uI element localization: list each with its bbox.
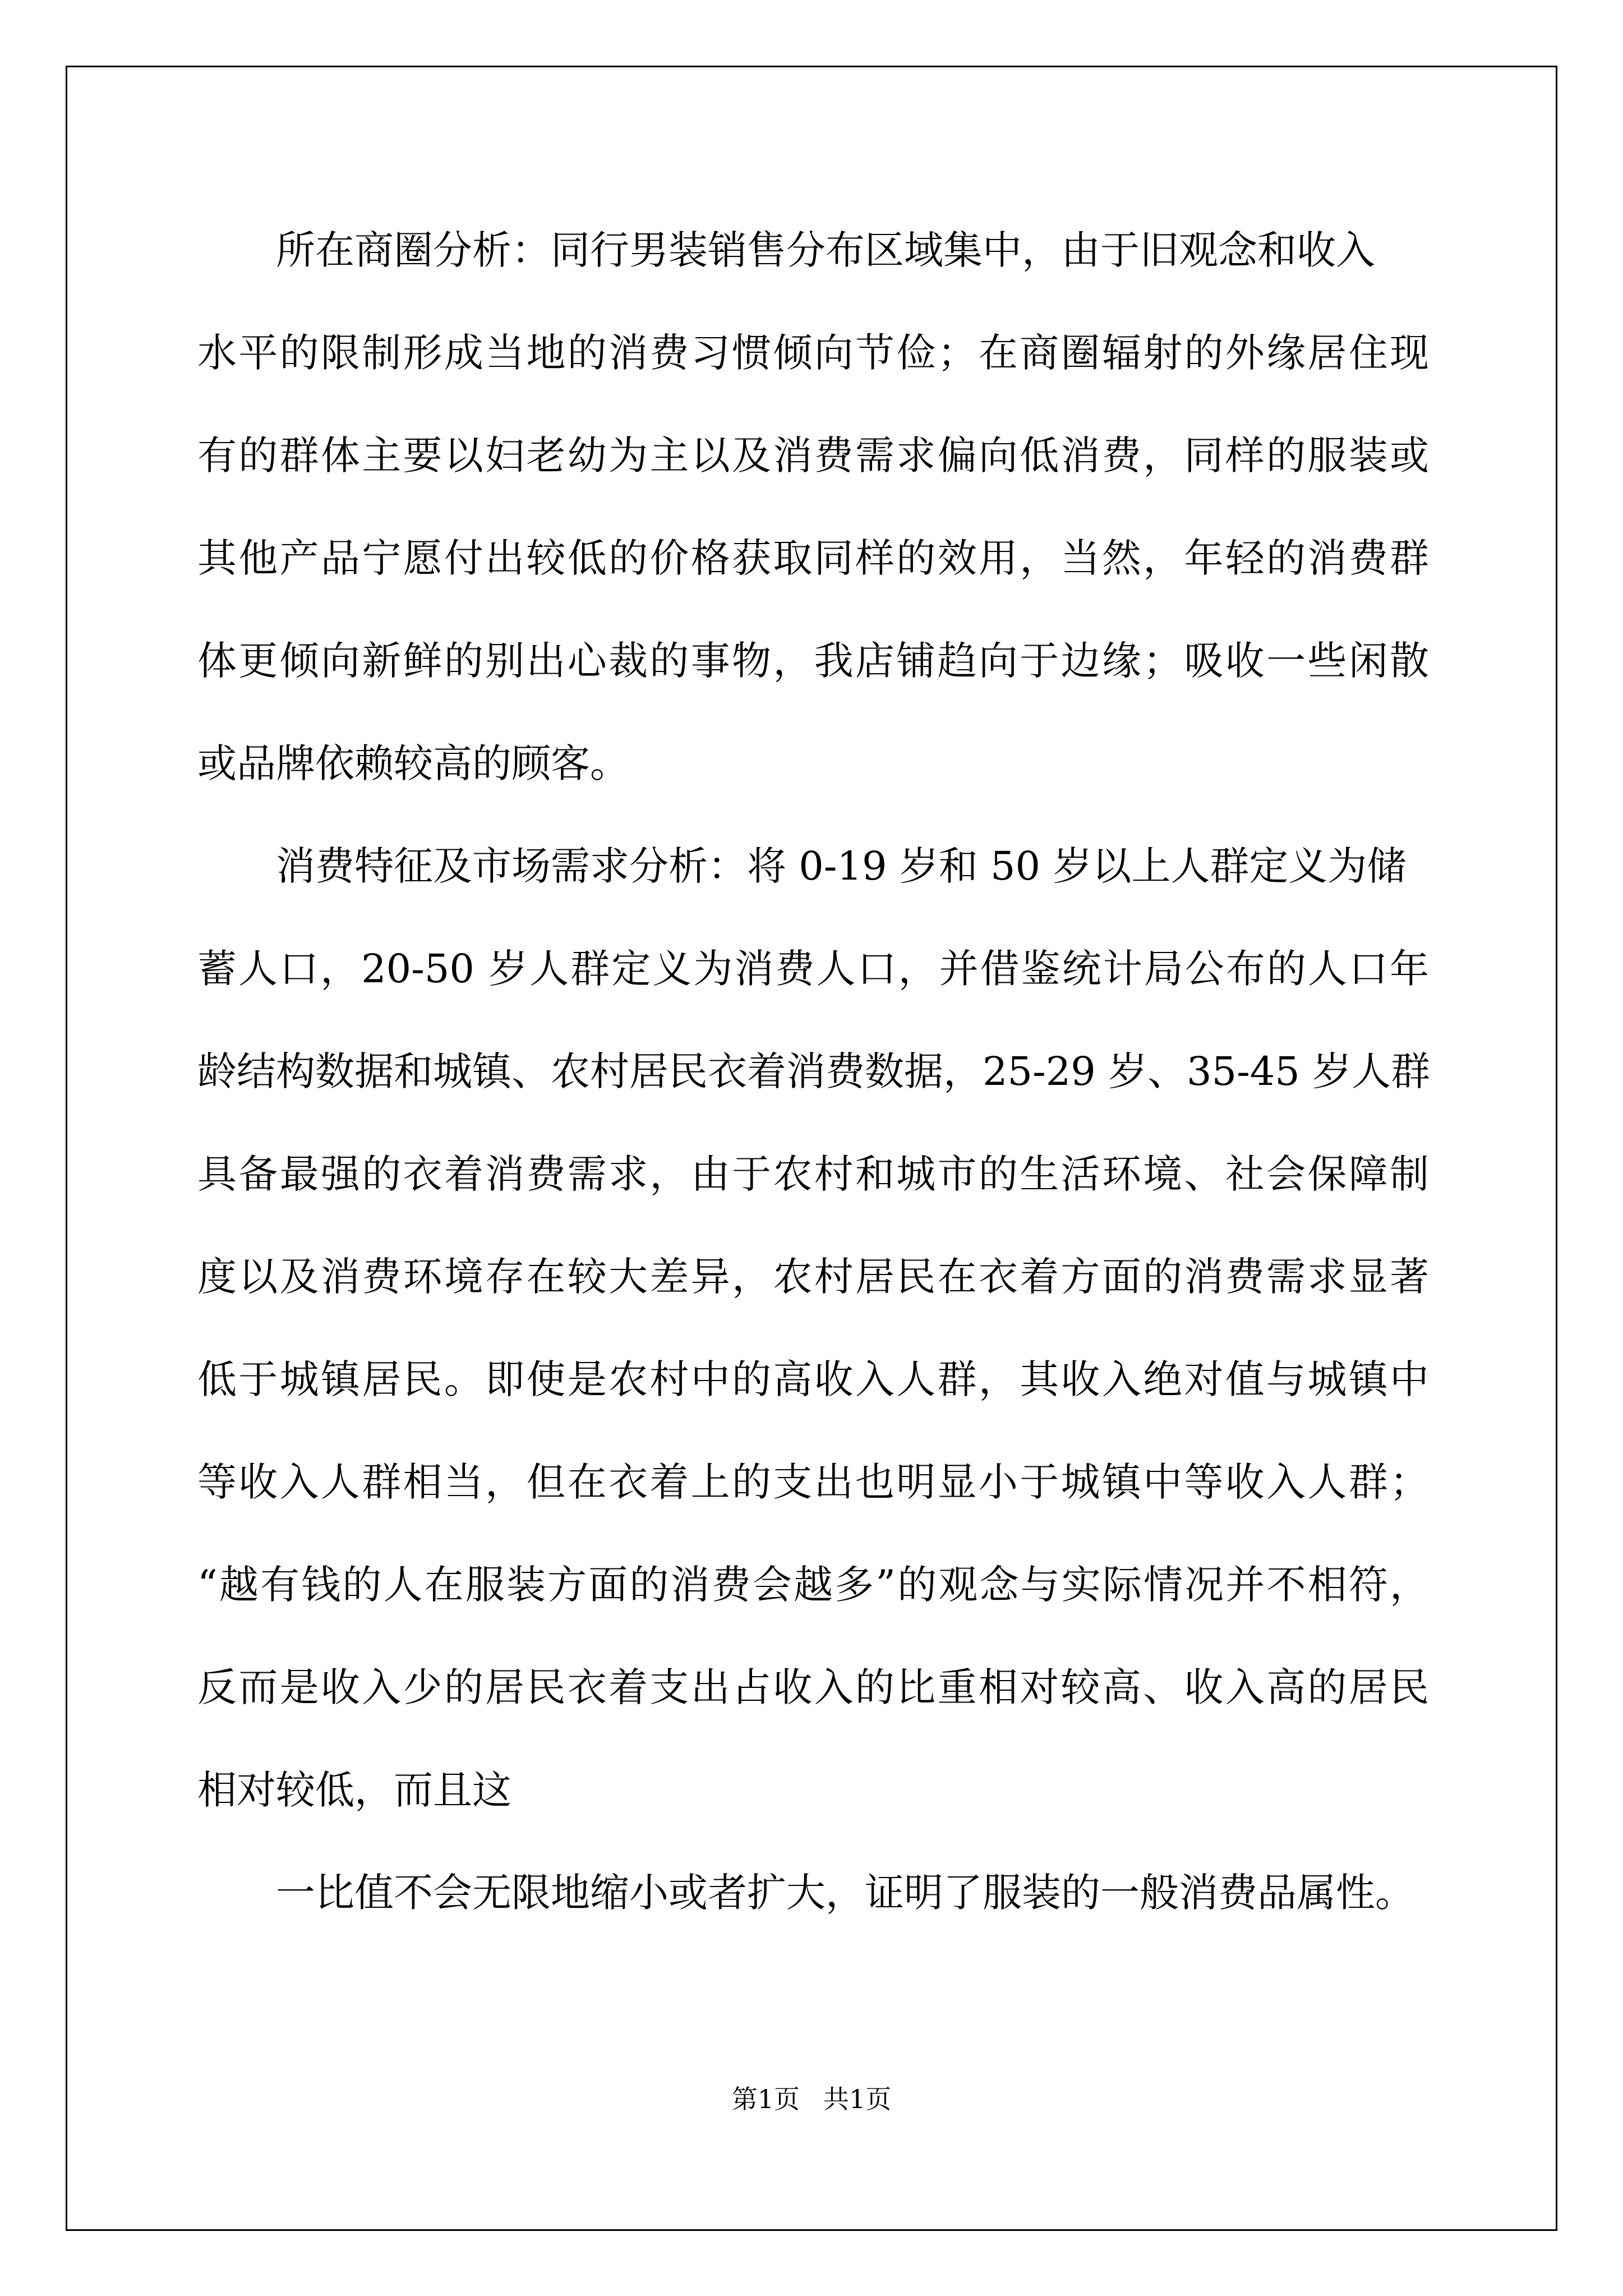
paragraph-line: 相对较低，而且这 [197,1767,511,1813]
page-footer [0,2082,1623,2116]
paragraph-line: 反而是收入少的居民衣着支出占收入的比重相对较高、收入高的居民 [197,1664,1429,1710]
paragraph-line: 有的群体主要以妇老幼为主以及消费需求偏向低消费，同样的服装或 [197,432,1429,478]
paragraph-line: 等收入人群相当，但在衣着上的支出也明显小于城镇中等收入人群； [197,1459,1429,1505]
paragraph-line: 蓄人口，20-50 岁人群定义为消费人口，并借鉴统计局公布的人口年 [197,946,1429,992]
paragraph-consumption-analysis [197,815,1429,1842]
paragraph-line: 度以及消费环境存在较大差异，农村居民在衣着方面的消费需求显著 [197,1254,1429,1300]
document-body [197,199,1429,1944]
paragraph-conclusion [197,1842,1429,1944]
page-number: 第1页 [731,2084,800,2114]
paragraph-line: 一比值不会无限地缩小或者扩大，证明了服装的一般消费品属性。 [276,1870,1414,1916]
page-total: 共1页 [823,2084,892,2114]
paragraph-line: 消费特征及市场需求分析：将 0-19 岁和 50 岁以上人群定义为储 [276,843,1407,889]
paragraph-line: 龄结构数据和城镇、农村居民衣着消费数据，25-29 岁、35-45 岁人群 [197,1048,1431,1094]
paragraph-trade-area [197,199,1429,815]
paragraph-line: 所在商圈分析：同行男装销售分布区域集中，由于旧观念和收入 [276,227,1375,273]
paragraph-line: 具备最强的衣着消费需求，由于农村和城市的生活环境、社会保障制 [197,1151,1429,1197]
paragraph-line: 水平的限制形成当地的消费习惯倾向节俭；在商圈辐射的外缘居住现 [197,330,1429,376]
paragraph-line: 体更倾向新鲜的别出心裁的事物，我店铺趋向于边缘；吸收一些闲散 [197,638,1429,684]
paragraph-line: 其他产品宁愿付出较低的价格获取同样的效用，当然，年轻的消费群 [197,535,1429,581]
paragraph-line: 低于城镇居民。即使是农村中的高收入人群，其收入绝对值与城镇中 [197,1356,1429,1402]
paragraph-line: 或品牌依赖较高的顾客。 [197,740,629,786]
paragraph-line: “越有钱的人在服装方面的消费会越多”的观念与实际情况并不相符， [197,1562,1429,1608]
